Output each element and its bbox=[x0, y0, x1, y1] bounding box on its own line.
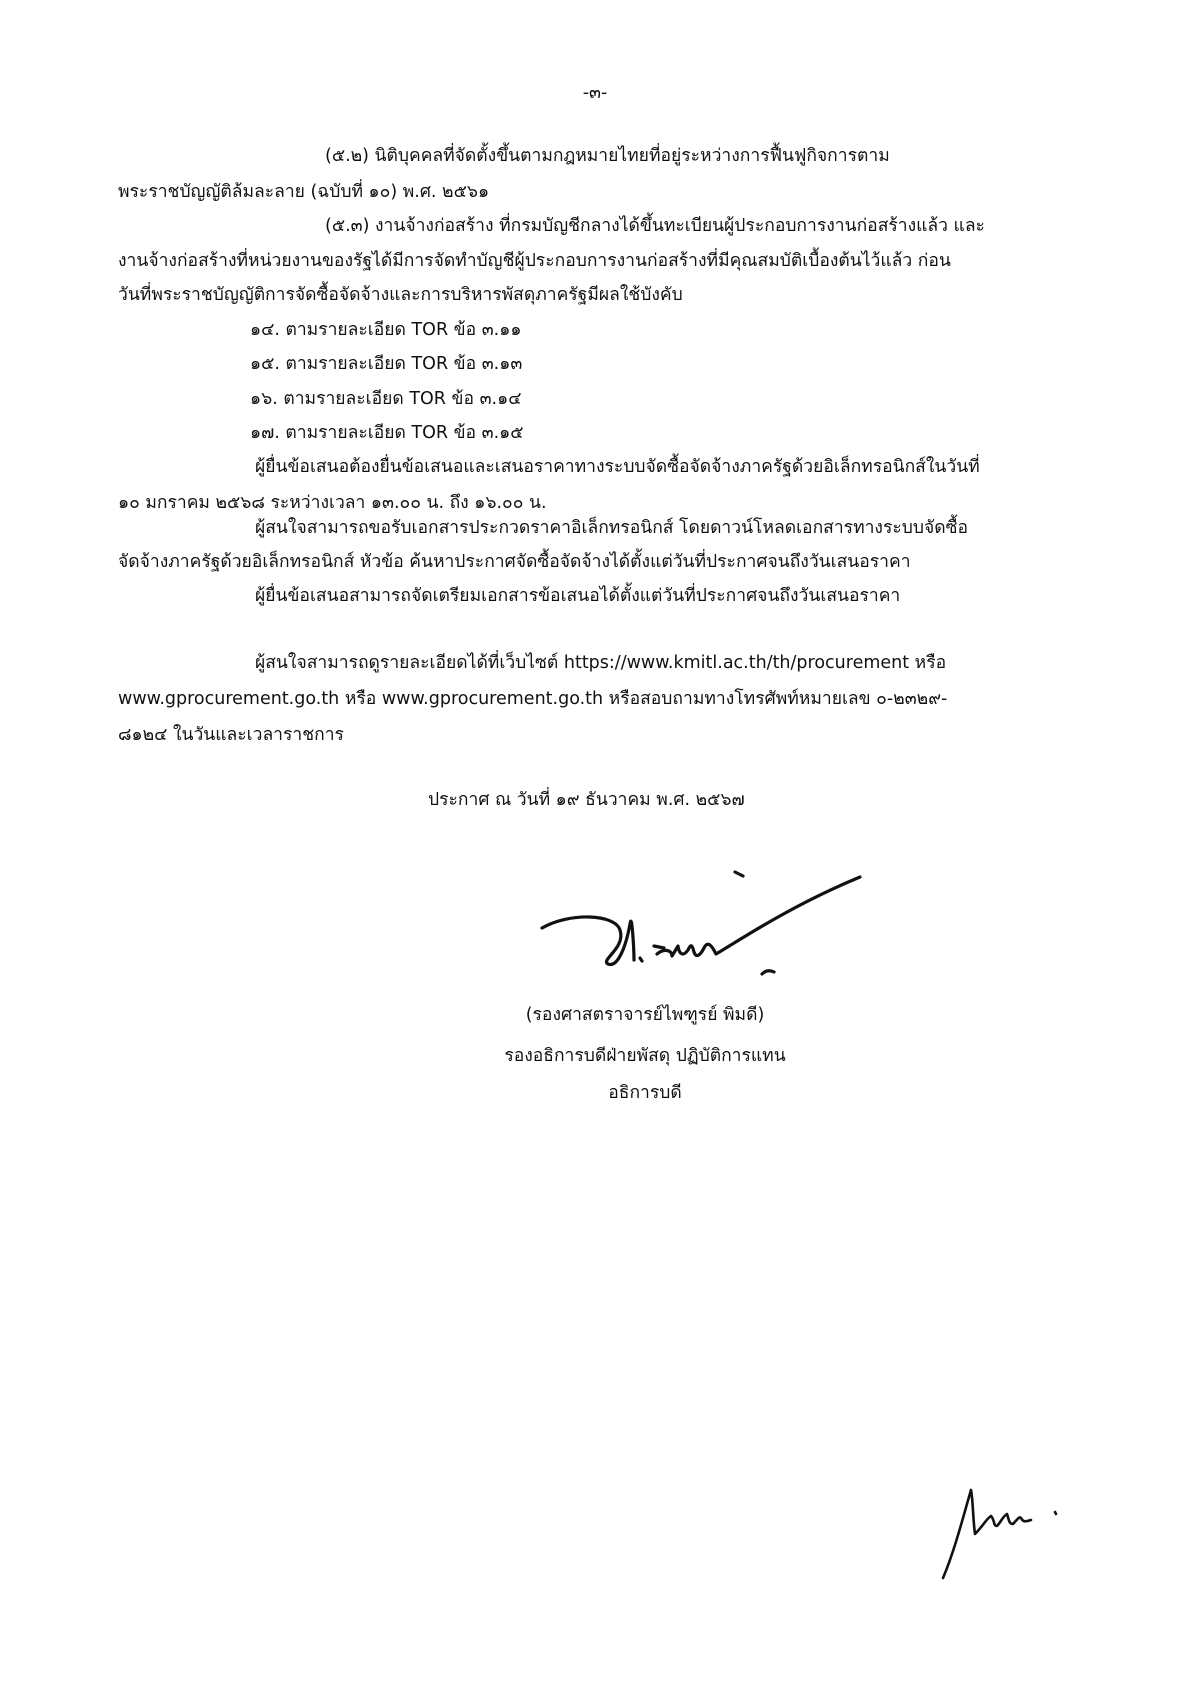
contact-line-3: ๘๑๒๔ ในวันและเวลาราชการ bbox=[118, 725, 344, 745]
signatory-name: (รองศาสตราจารย์ไพฑูรย์ พิมดี) bbox=[525, 1005, 765, 1025]
submission-line-1: ผู้ยื่นข้อเสนอต้องยื่นข้อเสนอและเสนอราคาทางระบบจัดซื้อจัดจ้างภาครัฐด้วยอิเล็กทรอนิกส์ในวันที่ bbox=[255, 457, 980, 477]
download-line-1: ผู้สนใจสามารถขอรับเอกสารประกวดราคาอิเล็กทรอนิกส์ โดยดาวน์โหลดเอกสารทางระบบจัดซื้อ bbox=[255, 518, 968, 538]
signature bbox=[530, 860, 870, 990]
signatory-position: รองอธิการบดีฝ่ายพัสดุ ปฏิบัติการแทน bbox=[504, 1046, 786, 1066]
clause-5-3-line-2: งานจ้างก่อสร้างที่หน่วยงานของรัฐได้มีการจัดทำบัญชีผู้ประกอบการงานก่อสร้างที่มีคุณสมบัติเบื้องต้นไว้แล้ว ก่อน bbox=[118, 251, 951, 271]
signatory-title: อธิการบดี bbox=[608, 1083, 682, 1103]
clause-5-3-line-3: วันที่พระราชบัญญัติการจัดซื้อจัดจ้างและการบริหารพัสดุภาครัฐมีผลใช้บังคับ bbox=[118, 285, 683, 305]
clause-5-2-line-1: (๕.๒) นิติบุคคลที่จัดตั้งขึ้นตามกฎหมายไทยที่อยู่ระหว่างการฟื้นฟูกิจการตาม bbox=[325, 146, 890, 166]
list-item: ๑๖. ตามรายละเอียด TOR ข้อ ๓.๑๔ bbox=[250, 389, 522, 409]
download-line-2: จัดจ้างภาครัฐด้วยอิเล็กทรอนิกส์ หัวข้อ ค้นหาประกาศจัดซื้อจัดจ้างได้ตั้งแต่วันที่ประกาศจนถึงวันเสนอราคา bbox=[118, 552, 911, 572]
clause-5-2-line-2: พระราชบัญญัติล้มละลาย (ฉบับที่ ๑๐) พ.ศ. ๒๕๖๑ bbox=[118, 182, 490, 202]
submission-line-2: ๑๐ มกราคม ๒๕๖๘ ระหว่างเวลา ๑๓.๐๐ น. ถึง ๑๖.๐๐ น. bbox=[118, 493, 547, 513]
list-item: ๑๔. ตามรายละเอียด TOR ข้อ ๓.๑๑ bbox=[250, 320, 522, 340]
list-item: ๑๗. ตามรายละเอียด TOR ข้อ ๓.๑๕ bbox=[250, 423, 524, 443]
announce-date: ประกาศ ณ วันที่ ๑๙ ธันวาคม พ.ศ. ๒๕๖๗ bbox=[428, 790, 745, 810]
clause-5-3-line-1: (๕.๓) งานจ้างก่อสร้าง ที่กรมบัญชีกลางได้ขึ้นทะเบียนผู้ประกอบการงานก่อสร้างแล้ว และ bbox=[325, 216, 985, 236]
initials-signature bbox=[935, 1480, 1065, 1590]
page-number: -๓- bbox=[582, 83, 608, 103]
contact-line-2: www.gprocurement.go.th หรือ www.gprocurement.go.th หรือสอบถามทางโทรศัพท์หมายเลข ๐-๒๓๒๙- bbox=[118, 689, 948, 709]
contact-line-1: ผู้สนใจสามารถดูรายละเอียดได้ที่เว็บไซต์ https://www.kmitl.ac.th/th/procurement หรือ bbox=[255, 653, 947, 673]
download-line-3: ผู้ยื่นข้อเสนอสามารถจัดเตรียมเอกสารข้อเสนอได้ตั้งแต่วันที่ประกาศจนถึงวันเสนอราคา bbox=[255, 586, 901, 606]
list-item: ๑๕. ตามรายละเอียด TOR ข้อ ๓.๑๓ bbox=[250, 354, 523, 374]
